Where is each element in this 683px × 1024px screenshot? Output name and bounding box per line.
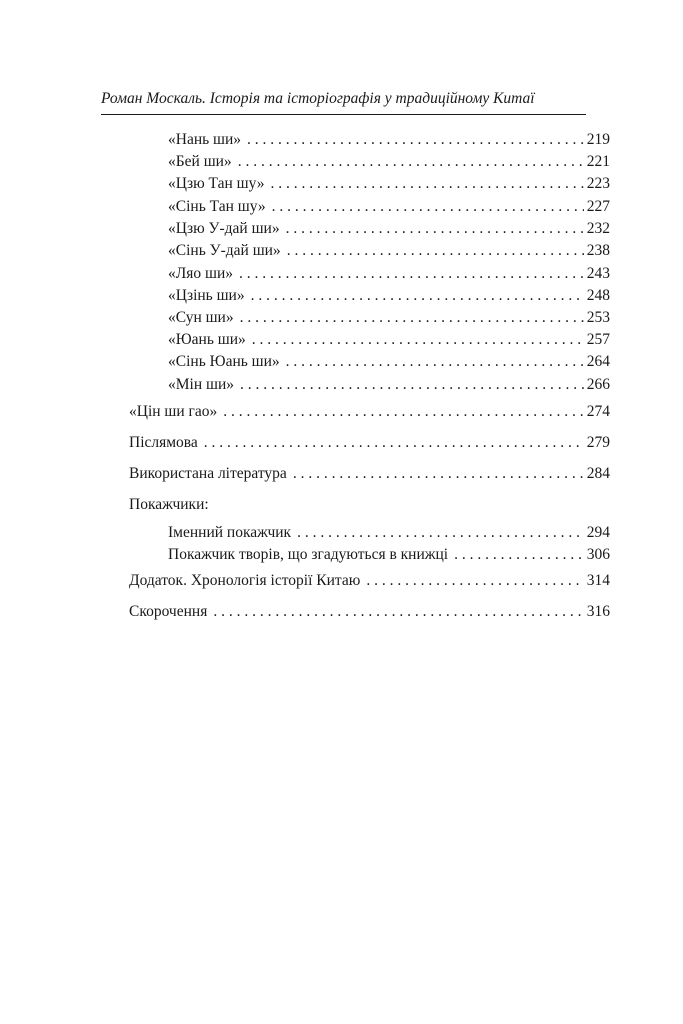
toc-entry-title: «Сінь Юань ши»	[168, 353, 280, 370]
toc-entry-page: 232	[586, 220, 610, 237]
dot-leader	[247, 131, 584, 149]
dot-leader	[286, 353, 584, 371]
toc-entry-title: Покажчик творів, що згадуються в книжці	[168, 546, 449, 563]
toc-entry-page: 279	[586, 434, 610, 451]
toc-entry-index[interactable]	[168, 546, 610, 564]
toc-entry-title: Скорочення	[129, 603, 208, 620]
dot-leader	[272, 198, 584, 216]
toc-entry[interactable]	[168, 131, 610, 149]
toc-entry-page: 316	[586, 603, 610, 620]
toc-entry[interactable]	[168, 153, 610, 171]
toc-entry-title: «Ляо ши»	[168, 265, 233, 282]
dot-leader	[252, 331, 584, 349]
header-rule	[101, 114, 586, 115]
dot-leader	[223, 403, 583, 421]
toc-entry[interactable]	[168, 220, 610, 238]
dot-leader	[366, 572, 583, 590]
dot-leader	[297, 524, 584, 542]
toc-entry-page: 243	[586, 265, 610, 282]
toc-entry-page: 253	[586, 309, 610, 326]
toc-entry-afterword[interactable]	[129, 434, 610, 452]
toc-entry-page: 223	[586, 175, 610, 192]
toc-entry-page: 266	[586, 376, 610, 393]
dot-leader	[238, 153, 584, 171]
dot-leader	[270, 175, 583, 193]
toc-entry[interactable]	[168, 175, 610, 193]
toc-entry-page: 294	[586, 524, 610, 541]
toc-entry-title: «Сінь Тан шу»	[168, 198, 266, 215]
toc-entry-title: «Нань ши»	[168, 131, 242, 148]
dot-leader	[240, 376, 584, 394]
toc-entry-title: Післямова	[129, 434, 198, 451]
dot-leader	[213, 603, 583, 621]
toc-entry[interactable]	[168, 376, 610, 394]
toc-entry-title: «Сун ши»	[168, 309, 234, 326]
toc-entry-page: 314	[586, 572, 610, 589]
toc-entry-title: Використана література	[129, 465, 287, 482]
toc-entry-page: 274	[586, 403, 610, 420]
toc-entry-title: «Цін ши гао»	[129, 403, 218, 420]
toc-entry-title: «Сінь У-дай ши»	[168, 242, 281, 259]
toc-entry-index[interactable]	[168, 524, 610, 542]
toc-entry-literature[interactable]	[129, 465, 610, 483]
dot-leader	[204, 434, 584, 452]
toc-entry[interactable]	[168, 353, 610, 371]
toc-entry-abbreviations[interactable]	[129, 603, 610, 621]
toc-entry-title: «Цзінь ши»	[168, 287, 245, 304]
indexes-heading: Покажчики:	[129, 496, 209, 513]
toc-entry[interactable]	[168, 265, 610, 283]
toc-entry-title: «Цзю Тан шу»	[168, 175, 265, 192]
toc-entry-title: «Цзю У-дай ши»	[168, 220, 280, 237]
dot-leader	[287, 242, 584, 260]
dot-leader	[454, 546, 584, 564]
toc-entry-title: «Бей ши»	[168, 153, 232, 170]
toc-entry[interactable]	[168, 242, 610, 260]
toc-entry[interactable]	[168, 198, 610, 216]
toc-entry-page: 227	[586, 198, 610, 215]
dot-leader	[240, 309, 584, 327]
dot-leader	[239, 265, 584, 283]
toc-entry-title: «Мін ши»	[168, 376, 234, 393]
dot-leader	[251, 287, 584, 305]
toc-entry-page: 221	[586, 153, 610, 170]
toc-entry-title: Додаток. Хронологія історії Китаю	[129, 572, 361, 589]
toc-entry-page: 248	[586, 287, 610, 304]
toc-entry-page: 284	[586, 465, 610, 482]
toc-entry[interactable]	[168, 287, 610, 305]
toc-entry-title: Іменний покажчик	[168, 524, 292, 541]
dot-leader	[293, 465, 584, 483]
toc-entry-page: 264	[586, 353, 610, 370]
toc-entry-page: 219	[586, 131, 610, 148]
toc-entry-qing[interactable]	[129, 403, 610, 421]
toc-entry-page: 238	[586, 242, 610, 259]
toc-entry[interactable]	[168, 309, 610, 327]
toc-entry-appendix[interactable]	[129, 572, 610, 590]
toc-entry-page: 257	[586, 331, 610, 348]
running-header: Роман Москаль. Історія та історіографія у традиційному Китаї	[101, 90, 535, 107]
toc-entry-title: «Юань ши»	[168, 331, 246, 348]
dot-leader	[286, 220, 584, 238]
toc-entry-page: 306	[586, 546, 610, 563]
toc-entry[interactable]	[168, 331, 610, 349]
